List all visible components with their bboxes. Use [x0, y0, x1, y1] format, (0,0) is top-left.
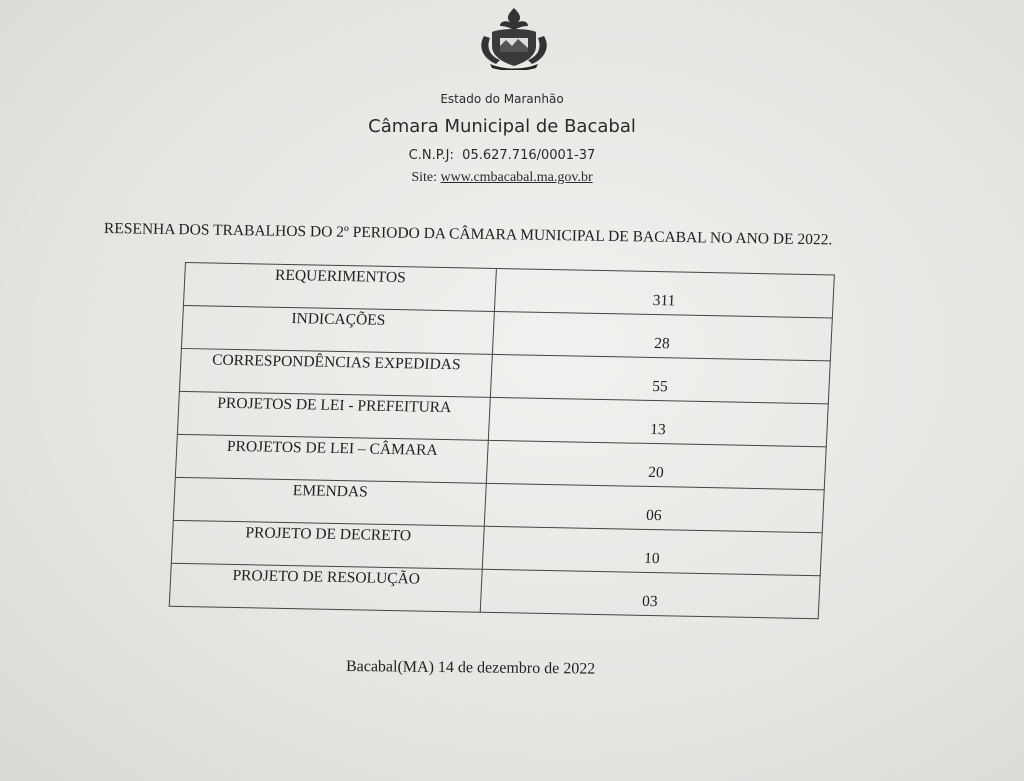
header-chamber-name: Câmara Municipal de Bacabal	[368, 116, 636, 137]
row-value: 03	[480, 569, 820, 618]
row-value: 311	[494, 268, 834, 317]
row-label: PROJETOS DE LEI - PREFEITURA	[177, 391, 490, 440]
summary-table	[169, 262, 835, 619]
row-label: EMENDAS	[173, 477, 486, 526]
row-label: REQUERIMENTOS	[183, 263, 496, 312]
row-value: 10	[482, 526, 822, 575]
row-label: CORRESPONDÊNCIAS EXPEDIDAS	[179, 348, 492, 397]
row-value: 20	[486, 440, 826, 489]
document-title: RESENHA DOS TRABALHOS DO 2º PERIODO DA CÂMARA MUNICIPAL DE BACABAL NO ANO DE 2022.	[103, 220, 833, 249]
row-value: 28	[492, 311, 832, 360]
header-state: Estado do Maranhão	[440, 92, 564, 106]
site-url: www.cmbacabal.ma.gov.br	[440, 170, 593, 185]
coat-of-arms-icon	[470, 6, 558, 70]
cnpj-label: C.N.P.J:	[408, 148, 454, 163]
cnpj-value: 05.627.716/0001-37	[462, 148, 596, 163]
header-cnpj	[0, 148, 1014, 163]
row-label: INDICAÇÕES	[181, 305, 494, 354]
row-value: 13	[488, 397, 828, 446]
row-label: PROJETO DE RESOLUÇÃO	[169, 563, 482, 612]
row-value: 55	[490, 354, 830, 403]
header-site	[0, 170, 1014, 186]
row-value: 06	[484, 483, 824, 532]
place-date: Bacabal(MA) 14 de dezembro de 2022	[345, 658, 596, 678]
row-label: PROJETOS DE LEI – CÂMARA	[175, 434, 488, 483]
row-label: PROJETO DE DECRETO	[171, 520, 484, 569]
site-label: Site:	[411, 170, 438, 185]
